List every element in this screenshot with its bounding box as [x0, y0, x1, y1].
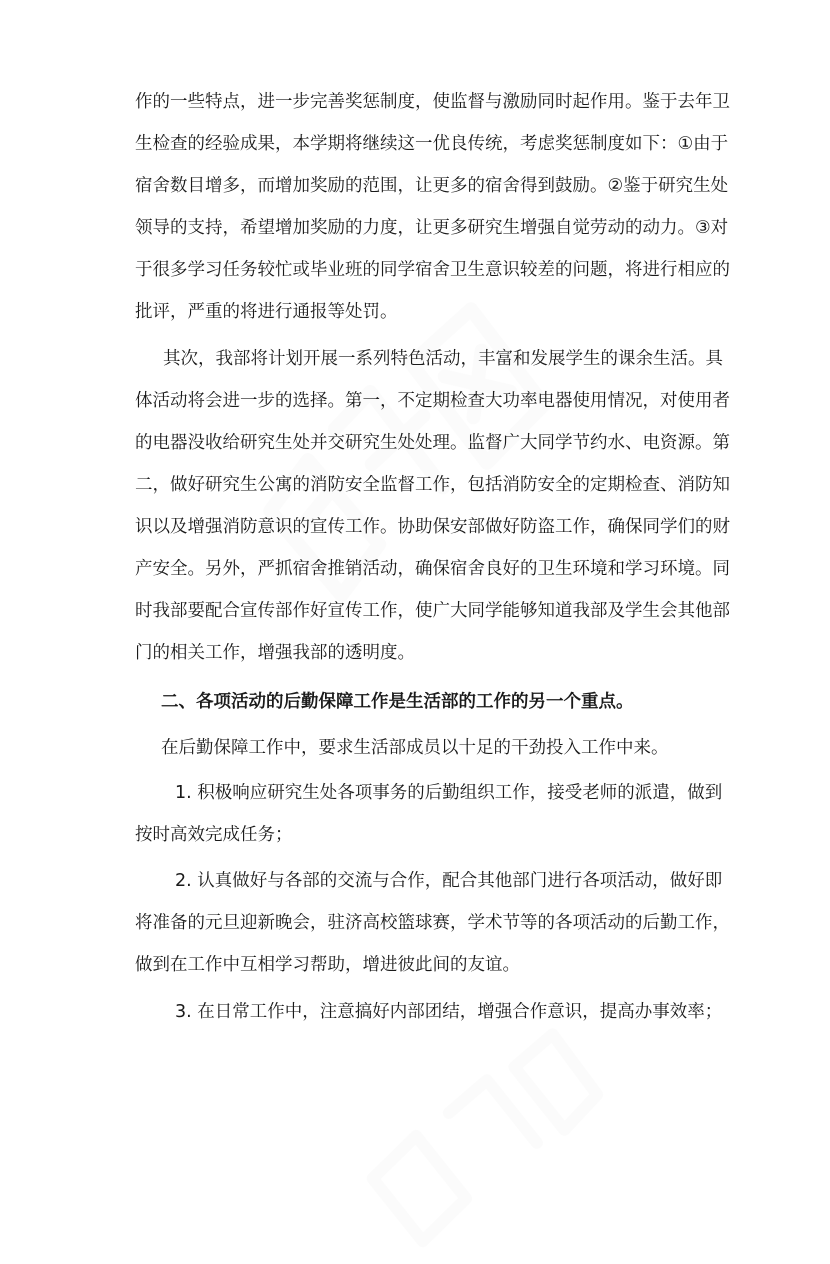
- paragraph-line: 在后勤保障工作中，要求生活部成员以十足的干劲投入工作中来。: [161, 738, 669, 758]
- paragraph-line: 产安全。另外，严抓宿舍推销活动，确保宿舍良好的卫生环境和学习环境。同: [135, 559, 730, 579]
- paragraph-line: 时我部要配合宣传部作好宣传工作，使广大同学能够知道我部及学生会其他部: [135, 601, 730, 621]
- paragraph-line: 生检查的经验成果，本学期将继续这一优良传统，考虑奖惩制度如下：①由于: [135, 134, 729, 154]
- paragraph-line: 的电器没收给研究生处并交研究生处处理。监督广大同学节约水、电资源。第: [135, 433, 730, 453]
- list-item-line: 3. 在日常工作中，注意搞好内部团结，增强合作意识，提高办事效率；: [175, 1002, 723, 1022]
- list-item-line: 将准备的元旦迎新晚会，驻济高校篮球赛，学术节等的各项活动的后勤工作，: [135, 913, 730, 933]
- watermark-graphic-bottom: [339, 1016, 621, 1263]
- list-item-line: 按时高效完成任务；: [135, 825, 293, 845]
- paragraph-line: 批评，严重的将进行通报等处罚。: [135, 302, 398, 322]
- list-item-line: 2. 认真做好与各部的交流与合作，配合其他部门进行各项活动，做好即: [175, 871, 723, 891]
- paragraph-line: 其次，我部将计划开展一系列特色活动，丰富和发展学生的课余生活。具: [163, 349, 723, 369]
- paragraph-line: 门的相关工作，增强我部的透明度。: [135, 643, 415, 663]
- paragraph-line: 领导的支持，希望增加奖励的力度，让更多研究生增强自觉劳动的动力。③对: [135, 218, 729, 238]
- paragraph-line: 体活动将会进一步的选择。第一，不定期检查大功率电器使用情况，对使用者: [135, 391, 730, 411]
- section-heading: 二、各项活动的后勤保障工作是生活部的工作的另一个重点。: [161, 692, 634, 712]
- list-item-line: 1. 积极响应研究生处各项事务的后勤组织工作，接受老师的派遣，做到: [175, 783, 723, 803]
- list-item-line: 做到在工作中互相学习帮助，增进彼此间的友谊。: [135, 955, 520, 975]
- paragraph-line: 二，做好研究生公寓的消防安全监督工作，包括消防安全的定期检查、消防知: [135, 475, 730, 495]
- paragraph-line: 作的一些特点，进一步完善奖惩制度，使监督与激励同时起作用。鉴于去年卫: [135, 92, 730, 112]
- paragraph-line: 宿舍数目增多，而增加奖励的范围，让更多的宿舍得到鼓励。②鉴于研究生处: [135, 176, 729, 196]
- paragraph-line: 识以及增强消防意识的宣传工作。协助保安部做好防盗工作，确保同学们的财: [135, 517, 730, 537]
- paragraph-line: 于很多学习任务较忙或毕业班的同学宿舍卫生意识较差的问题，将进行相应的: [135, 260, 730, 280]
